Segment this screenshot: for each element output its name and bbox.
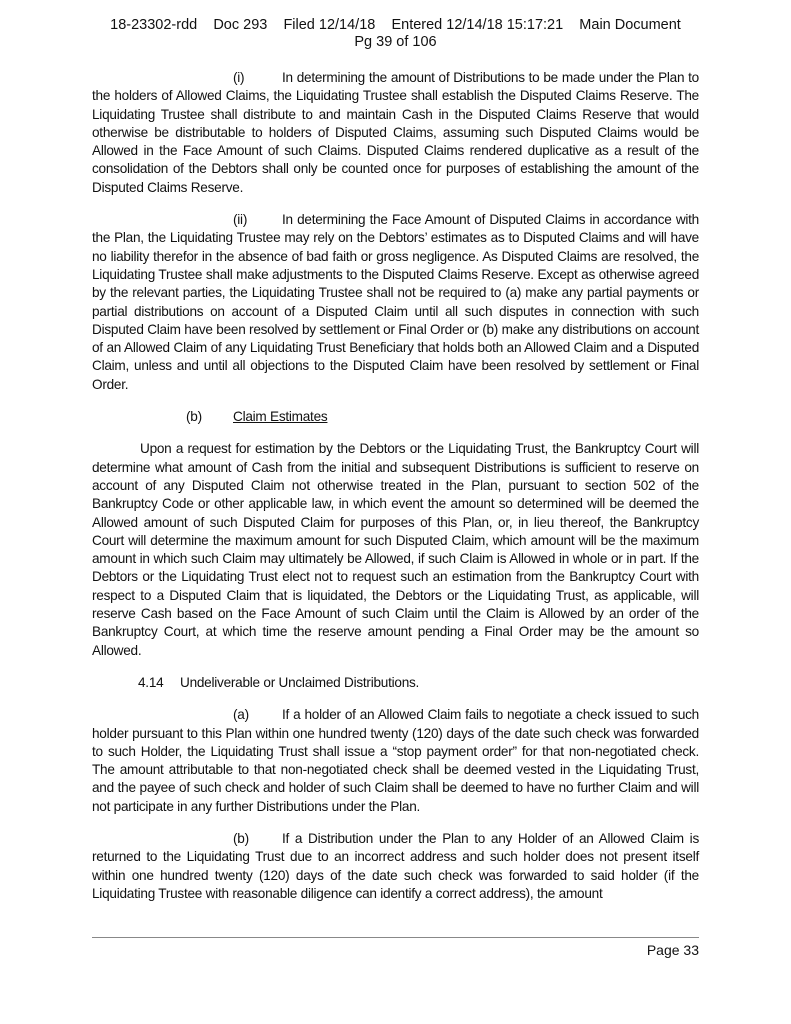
paragraph-b xyxy=(92,830,699,903)
filing-info-line: 18-23302-rdd Doc 293 Filed 12/14/18 Entered 12/14/18 15:17:21 Main Document xyxy=(110,17,681,33)
paragraph-i xyxy=(92,69,699,197)
section-heading-undeliverable xyxy=(92,674,699,692)
document-body xyxy=(92,69,699,903)
footer-divider xyxy=(92,937,699,938)
paragraph-claim-estimates: Upon a request for estimation by the Debtors or the Liquidating Trust, the Bankruptcy Court will determine what amount of Cash from the initial and subsequent Distributions is sufficient to reserve on account of any Disputed Claim not otherwise treated in the Plan, pursuant to section 502 of the Bankruptcy Code or other applicable law, in which event the amount so determined will be deemed the Allowed amount of such Disputed Claim for purposes of this Plan, or, in lieu thereof, the Bankruptcy Court will determine the maximum amount for such Disputed Claim, which amount will be the maximum amount in which such Claim may ultimately be Allowed, if such Claim is Allowed in whole or in part. If the Debtors or the Liquidating Trust elect not to request such an estimation from the Bankruptcy Court with respect to a Disputed Claim that is liquidated, the Debtors or the Liquidating Trust, as applicable, will reserve Cash based on the Face Amount of such Claim until the Claim is Allowed by an order of the Bankruptcy Court, at which time the reserve amount pending a Final Order may be the amount so Allowed. xyxy=(92,441,699,658)
paragraph-number: (b) xyxy=(233,830,249,846)
court-filing-header xyxy=(0,17,791,51)
paragraph-number: (i) xyxy=(233,70,245,85)
paragraph-text: If a Distribution under the Plan to any Holder of an Allowed Claim is returned to the Liquidating Trust due to an incorrect address and such holder does not present itself within one hundred twenty (120) days of the date such check was forwarded to said holder (if the Liquidating Trustee with reasonable diligence can identify a correct address), the amount xyxy=(92,830,699,901)
paragraph-text: In determining the amount of Distributions to be made under the Plan to the holders of Allowed Claims, the Liquidating Trustee shall establish the Disputed Claims Reserve. The Liquidating Trustee shall distribute to and maintain Cash in the Disputed Claims Reserve that would otherwise be distributable to holders of Disputed Claims, assuming such Disputed Claims would be Allowed in the Face Amount of such Claims. Disputed Claims rendered duplicative as a result of the consolidation of the Debtors shall only be counted once for purposes of establishing the amount of the Disputed Claims Reserve. xyxy=(92,70,699,195)
paragraph-ii xyxy=(92,211,699,394)
page-number: Page 33 xyxy=(646,942,699,958)
paragraph-text: In determining the Face Amount of Disputed Claims in accordance with the Plan, the Liquidating Trustee may rely on the Debtors’ estimates as to Disputed Claims and will have no liability therefor in the absence of bad faith or gross negligence. As Disputed Claims are resolved, the Liquidating Trustee shall make adjustments to the Disputed Claims Reserve. Except as otherwise agreed by the relevant parties, the Liquidating Trustee shall not be required to (a) make any partial payments or partial distributions on account of a Disputed Claim until all such disputes in connection with such Disputed Claim have been resolved by settlement or Final Order or (b) make any distributions on account of an Allowed Claim of any Liquidating Trust Beneficiary that holds both an Allowed Claim and a Disputed Claim, unless and until all objections to the Disputed Claim have been resolved by settlement or Final Order. xyxy=(92,212,699,392)
section-title: Undeliverable or Unclaimed Distributions. xyxy=(180,674,420,690)
page-count-line: Pg 39 of 106 xyxy=(354,34,437,50)
section-heading-claim-estimates xyxy=(92,408,699,426)
paragraph-a xyxy=(92,706,699,816)
section-title: Claim Estimates xyxy=(233,409,328,425)
paragraph-text: If a holder of an Allowed Claim fails to negotiate a check issued to such holder pursuant to this Plan within one hundred twenty (120) days of the date such check was forwarded to such Holder, the Liquidating Trust shall issue a “stop payment order” for that non-negotiated check. The amount attributable to that non-negotiated check shall be deemed vested in the Liquidating Trust, and the payee of such check and holder of such Claim shall be deemed to have no further Claim and will not participate in any further Distributions under the Plan. xyxy=(92,707,699,814)
section-number: 4.14 xyxy=(138,674,164,690)
paragraph-number: (a) xyxy=(233,707,249,723)
section-number: (b) xyxy=(186,409,202,425)
paragraph-number: (ii) xyxy=(233,212,248,228)
